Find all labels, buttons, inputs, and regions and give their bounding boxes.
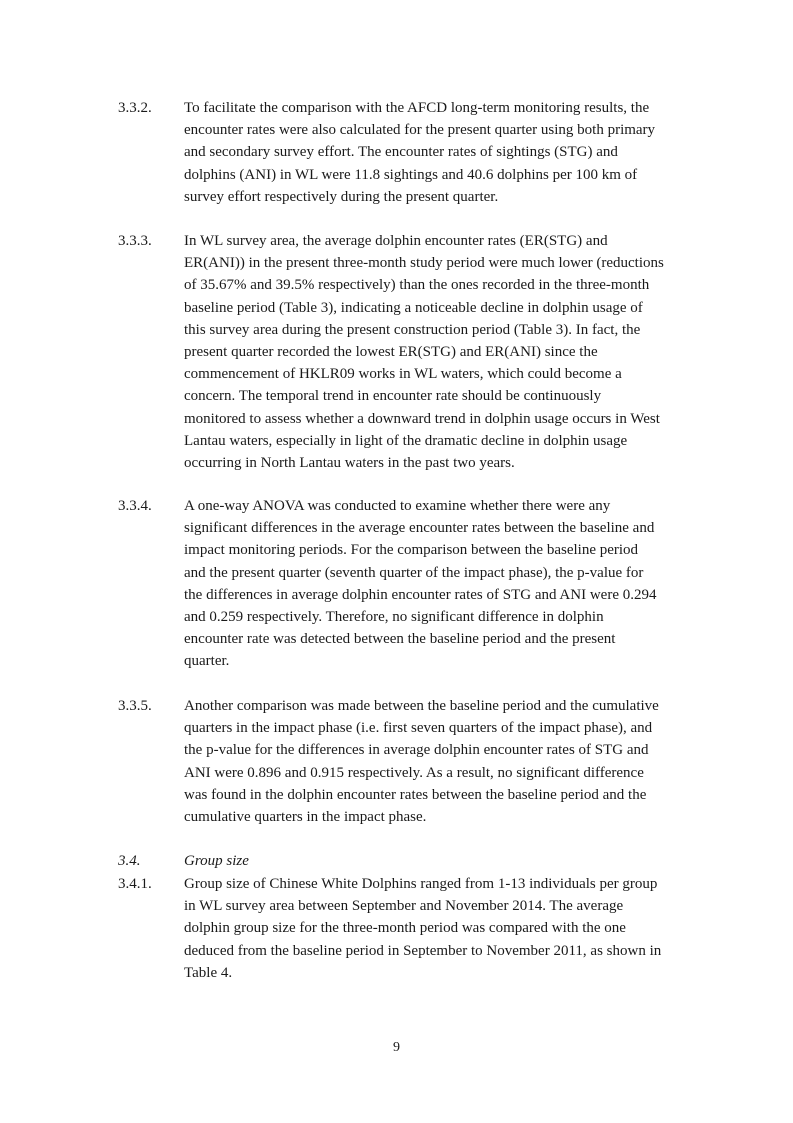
text-line: dolphin group size for the three-month period was compared with the one bbox=[184, 920, 626, 937]
text-line: To facilitate the comparison with the AFCD long-term monitoring results, the bbox=[184, 100, 650, 116]
text-line: monitored to assess whether a downward trend in dolphin usage occurs in West bbox=[184, 410, 660, 427]
text-line: and the present quarter (seventh quarter of the impact phase), the p-value for bbox=[184, 564, 644, 581]
page-number: 9 bbox=[393, 1040, 400, 1055]
text-line: deduced from the baseline period in September to November 2011, as shown in bbox=[184, 942, 662, 959]
paragraph-number: 3.3.4. bbox=[118, 498, 152, 514]
text-line: survey effort respectively during the present quarter. bbox=[184, 188, 499, 205]
paragraph-number: 3.3.5. bbox=[118, 698, 152, 714]
paragraph-3-3-2 bbox=[118, 97, 708, 208]
text-line: dolphins (ANI) in WL were 11.8 sightings and 40.6 dolphins per 100 km of bbox=[184, 166, 638, 183]
text-line: the p-value for the differences in average dolphin encounter rates of STG and bbox=[184, 742, 649, 759]
paragraph-number: 3.3.3. bbox=[118, 233, 152, 249]
section-heading-3-4 bbox=[118, 850, 708, 872]
text-line: encounter rates were also calculated for the present quarter using both primary bbox=[184, 122, 656, 139]
paragraph-3-4-1 bbox=[118, 873, 708, 984]
text-line: baseline period (Table 3), indicating a noticeable decline in dolphin usage of bbox=[184, 299, 643, 316]
text-line: ANI were 0.896 and 0.915 respectively. As a result, no significant difference bbox=[184, 764, 644, 781]
section-title: Group size bbox=[184, 853, 249, 869]
text-line: this survey area during the present construction period (Table 3). In fact, the bbox=[184, 321, 641, 338]
text-line: ER(ANI)) in the present three-month study period were much lower (reductions bbox=[184, 255, 664, 272]
text-line: Group size of Chinese White Dolphins ranged from 1-13 individuals per group bbox=[184, 876, 658, 892]
text-line: Lantau waters, especially in light of the dramatic decline in dolphin usage bbox=[184, 432, 628, 449]
paragraph-text bbox=[184, 873, 704, 984]
paragraph-text bbox=[184, 495, 704, 673]
text-line: A one-way ANOVA was conducted to examine whether there were any bbox=[184, 498, 611, 514]
text-line: of 35.67% and 39.5% respectively) than the ones recorded in the three-month bbox=[184, 277, 650, 294]
paragraph-text bbox=[184, 695, 704, 828]
paragraph-3-3-3 bbox=[118, 230, 708, 474]
text-line: cumulative quarters in the impact phase. bbox=[184, 809, 427, 826]
text-line: present quarter recorded the lowest ER(STG) and ER(ANI) since the bbox=[184, 344, 598, 361]
text-line: and 0.259 respectively. Therefore, no significant difference in dolphin bbox=[184, 609, 604, 626]
paragraph-3-3-4 bbox=[118, 495, 708, 673]
text-line: was found in the dolphin encounter rates between the baseline period and the bbox=[184, 786, 647, 803]
text-line: and secondary survey effort. The encounter rates of sightings (STG) and bbox=[184, 144, 618, 161]
text-line: quarters in the impact phase (i.e. first seven quarters of the impact phase), and bbox=[184, 720, 653, 737]
text-line: occurring in North Lantau waters in the past two years. bbox=[184, 455, 515, 472]
paragraph-text bbox=[184, 230, 704, 474]
text-line: concern. The temporal trend in encounter rate should be continuously bbox=[184, 388, 602, 405]
text-line: quarter. bbox=[184, 653, 230, 670]
paragraph-number: 3.3.2. bbox=[118, 100, 152, 116]
paragraph-number: 3.4.1. bbox=[118, 876, 152, 892]
text-line: the differences in average dolphin encounter rates of STG and ANI were 0.294 bbox=[184, 586, 657, 603]
text-line: commencement of HKLR09 works in WL waters, which could become a bbox=[184, 366, 622, 383]
text-line: In WL survey area, the average dolphin encounter rates (ER(STG) and bbox=[184, 233, 608, 249]
text-line: Table 4. bbox=[184, 964, 233, 981]
text-line: significant differences in the average encounter rates between the baseline and bbox=[184, 520, 655, 537]
section-number: 3.4. bbox=[118, 853, 141, 869]
paragraph-text bbox=[184, 97, 704, 208]
text-line: encounter rate was detected between the baseline period and the present bbox=[184, 631, 616, 648]
text-line: in WL survey area between September and November 2014. The average bbox=[184, 898, 624, 915]
text-line: impact monitoring periods. For the comparison between the baseline period bbox=[184, 542, 639, 559]
text-line: Another comparison was made between the baseline period and the cumulative bbox=[184, 698, 659, 714]
paragraph-3-3-5 bbox=[118, 695, 708, 828]
